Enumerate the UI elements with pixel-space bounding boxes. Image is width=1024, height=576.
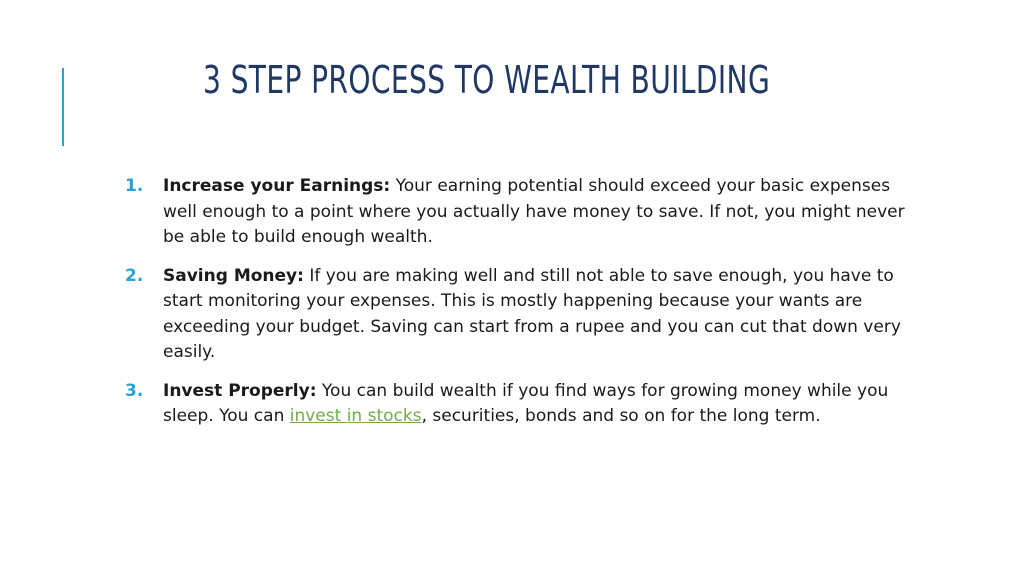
- step-text: You can build wealth if you find ways for growing money while you sleep. You can: [163, 380, 889, 426]
- step-text: Your earning potential should exceed your basic expenses well enough to a point where you actually have money to save. If not, you might never be able to build enough wealth.: [163, 176, 905, 247]
- accent-bar: [62, 68, 64, 146]
- steps-list: [125, 174, 905, 443]
- step-heading: Saving Money:: [163, 265, 304, 286]
- step-text: , securities, bonds and so on for the long term.: [421, 406, 821, 426]
- step-number: 3.: [125, 380, 144, 401]
- step-text: If you are making well and still not able to save enough, you have to start monitoring your expenses. This is mostly happening because your wants are exceeding your budget. Saving can start from a rupee and you can cut that down very easily.: [163, 265, 901, 362]
- step-item-earnings: [125, 174, 905, 251]
- step-item-invest: [125, 379, 905, 430]
- step-item-saving: [125, 264, 905, 366]
- step-number: 2.: [125, 265, 144, 286]
- step-number: 1.: [125, 176, 144, 196]
- step-heading: Invest Properly:: [163, 380, 317, 401]
- step-heading: Increase your Earnings:: [163, 176, 391, 196]
- slide-title: 3 STEP PROCESS TO WEALTH BUILDING: [203, 58, 771, 102]
- invest-in-stocks-link[interactable]: invest in stocks: [289, 406, 422, 426]
